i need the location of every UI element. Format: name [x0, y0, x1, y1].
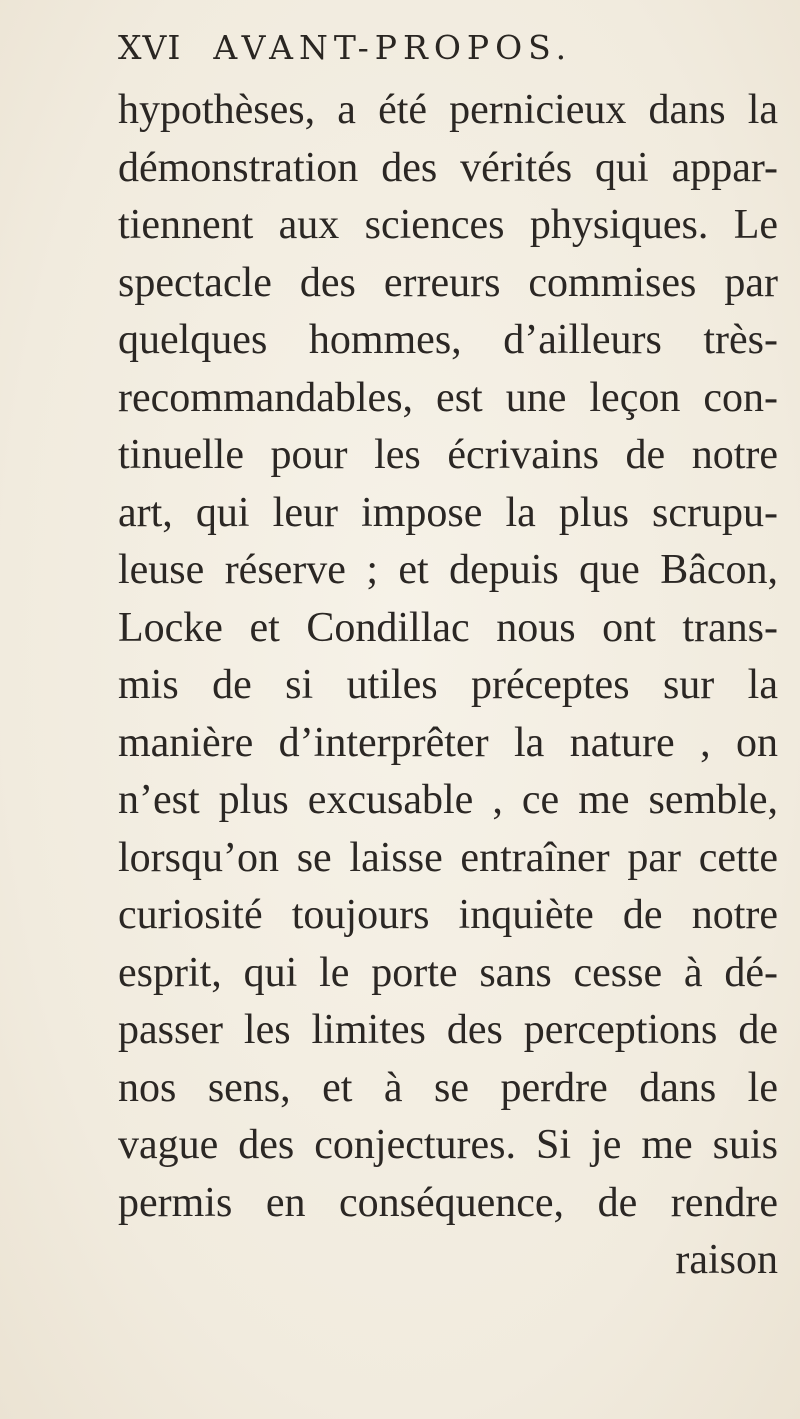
text-line: permis en conséquence, de rendre: [118, 1179, 778, 1226]
text-line: curiosité toujours inquiète de notre: [118, 892, 778, 938]
text-line: nos sens, et à se perdre dans le: [118, 1064, 778, 1111]
text-line: vague des conjectures. Si je me suis: [118, 1122, 778, 1168]
text-line: n’est plus excusable , ce me semble,: [118, 777, 778, 823]
text-line: quelques hommes, d’ailleurs très-: [118, 317, 778, 363]
page-number: XVI: [118, 28, 182, 67]
text-line: démonstration des vérités qui appar-: [118, 144, 778, 191]
text-line: tiennent aux sciences physiques. Le: [118, 202, 778, 248]
text-line: hypothèses, a été pernicieux dans la: [118, 87, 778, 133]
text-line: passer les limites des perceptions de: [118, 1007, 778, 1053]
text-line: esprit, qui le porte sans cesse à dé-: [118, 949, 778, 996]
text-line: Locke et Condillac nous ont trans-: [118, 604, 778, 651]
text-line: recommandables, est une leçon con-: [118, 374, 778, 421]
text-line: art, qui leur impose la plus scrupu-: [118, 489, 778, 536]
page-header: [118, 28, 572, 84]
text-line: lorsqu’on se laisse entraîner par cette: [118, 834, 778, 881]
text-line: spectacle des erreurs commises par: [118, 259, 778, 306]
body-text: [118, 82, 778, 1290]
text-line: manière d’interprêter la nature , on: [118, 719, 778, 766]
text-line: mis de si utiles préceptes sur la: [118, 662, 778, 708]
running-head: AVANT-PROPOS.: [213, 28, 573, 67]
catchword: raison: [675, 1237, 778, 1283]
text-line: leuse réserve ; et depuis que Bâcon,: [118, 547, 778, 593]
text-line: tinuelle pour les écrivains de notre: [118, 432, 778, 478]
